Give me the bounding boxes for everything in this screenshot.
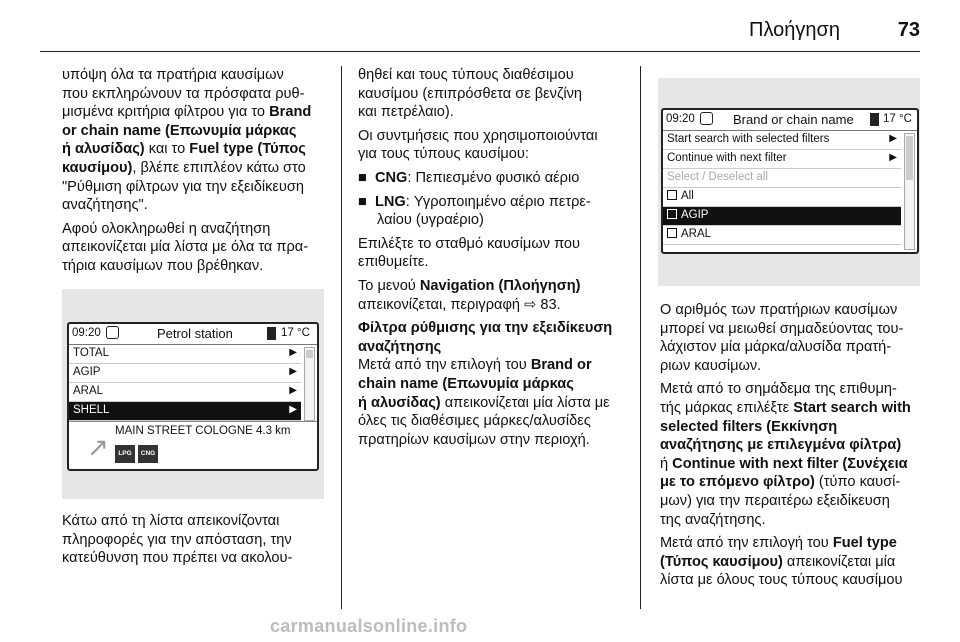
list-item-disabled: Select / Deselect all [663,169,901,188]
screen-title: Brand or chain name [733,112,854,127]
status-bar: 09:20 Petrol station 17 °C [69,324,317,345]
direction-arrow-icon: ↗ [87,432,109,462]
watermark: carmanualsonline.info [270,616,468,636]
checkbox-item[interactable]: ARAL [663,226,901,245]
column-3 [660,301,922,595]
paragraph: Κάτω από τη λίστα απεικονίζονται πληροφορές για την απόσταση, την κατεύθυνση που πρέπει να ακολου- [62,513,293,567]
scrollbar[interactable] [304,347,315,421]
list-item-selected[interactable]: SHELL ▶ [69,402,301,421]
checkbox-item[interactable]: All [663,188,901,207]
bullet-item: ■ LNG: Υγροποιημένο αέριο πετρε- λαίου (υγραέριο) [358,193,591,229]
phone-icon [267,327,276,340]
display-screen [661,108,919,254]
list-item[interactable]: ARAL ▶ [69,383,301,402]
list-item[interactable]: Continue with next filter ▶ [663,150,901,169]
screenshot-brand-filter [658,78,920,286]
column-divider [640,66,641,609]
checkbox-icon [667,190,677,200]
page-reference-icon: ⇨ [524,296,537,313]
header-rule [40,51,920,52]
column-1 [62,66,324,281]
bullet-item: ■ CNG: Πεπιεσμένο φυσικό αέριο [358,169,580,186]
lpg-badge: LPG [115,445,135,463]
cng-badge: CNG [138,445,158,463]
section-heading: Φίλτρα ρύθμισης για την εξειδίκευση αναζήτησης [358,320,613,355]
paragraph: θηθεί και τους τύπους διαθέσιμου καυσίμου (επιπρόσθετα σε βενζίνη και πετρέλαιο). [358,67,583,121]
paragraph: υπόψη όλα τα πρατήρια καυσίμων που εκπληρώνουν τα πρόσφατα ρυθ- μισμένα κριτήρια φίλτρου για το Brand or chain name (Επωνυμία μάρκας ή αλυσίδας) και το Fuel type (Τύπος καυσίμου), βλέπε επιπλέον κάτω στο "Ρύθμιση φίλτρων για την εξειδίκευση αναζήτησης". [62,67,312,214]
page-number: 73 [897,19,920,41]
paragraph: Οι συντμήσεις που χρησιμοποιούνται για τους τύπους καυσίμου: [358,127,598,163]
paragraph: Αφού ολοκληρωθεί η αναζήτηση απεικονίζεται μία λίστα με όλα τα πρα- τήρια καυσίμων που βρέθηκαν. [62,220,309,274]
checked-checkbox-icon [667,209,677,219]
paragraph: Το μενού Navigation (Πλοήγηση) απεικονίζεται, περιγραφή ⇨ 83. [358,277,581,313]
paragraph: Ο αριθμός των πρατήριων καυσίμων μπορεί να μειωθεί σημαδεύοντας του- λάχιστον μία μάρκα/αλυσίδα πρατή- ριων καυσίμων. [660,302,904,374]
address: MAIN STREET COLOGNE 4.3 km [115,425,291,437]
screenshot-petrol-station [62,289,324,499]
display-screen [67,322,319,471]
screen-title: Petrol station [157,326,233,341]
checkbox-icon [667,228,677,238]
scrollbar[interactable] [904,133,915,250]
paragraph: Μετά από το σημάδεμα της επιθυμη- τής μάρκας επιλέξτε Start search with selected filters (Εκκίνηση αναζήτησης με επιλεγμένα φίλτρα) ή Continue with next filter (Συνέχεια με το επόμενο φίλτρο) (τύπο καυσί- μων) για την περαιτέρω εξειδίκευση της αναζήτησης. [660,381,911,528]
list-item[interactable]: Start search with selected filters ▶ [663,131,901,150]
page-header [0,0,960,64]
checkbox-item-selected[interactable]: AGIP [663,207,901,226]
navigation-icon [106,326,119,339]
column-divider [341,66,342,609]
column-1-bottom [62,512,324,573]
phone-icon [870,113,879,126]
paragraph: Επιλέξτε το σταθμό καυσίμων που επιθυμείτε. [358,235,581,271]
status-bar: 09:20 Brand or chain name 17 °C [663,110,917,131]
page-title: Πλοήγηση [749,19,840,41]
list-item[interactable]: AGIP ▶ [69,364,301,383]
navigation-icon [700,112,713,125]
paragraph: Μετά από την επιλογή του Fuel type (Τύπος καυσίμου) απεικονίζεται μία λίστα με όλους τους τύπους καυσίμου [660,535,903,589]
list-item[interactable]: TOTAL ▶ [69,345,301,364]
column-2 [358,66,630,454]
paragraph: Μετά από την επιλογή του Brand or chain name (Επωνυμία μάρκας ή αλυσίδας) απεικονίζεται μία λίστα με όλες τις διαθέσιμες μάρκες/αλυσίδες πρατηρίων καυσίμων στην περιοχή. [358,357,610,448]
